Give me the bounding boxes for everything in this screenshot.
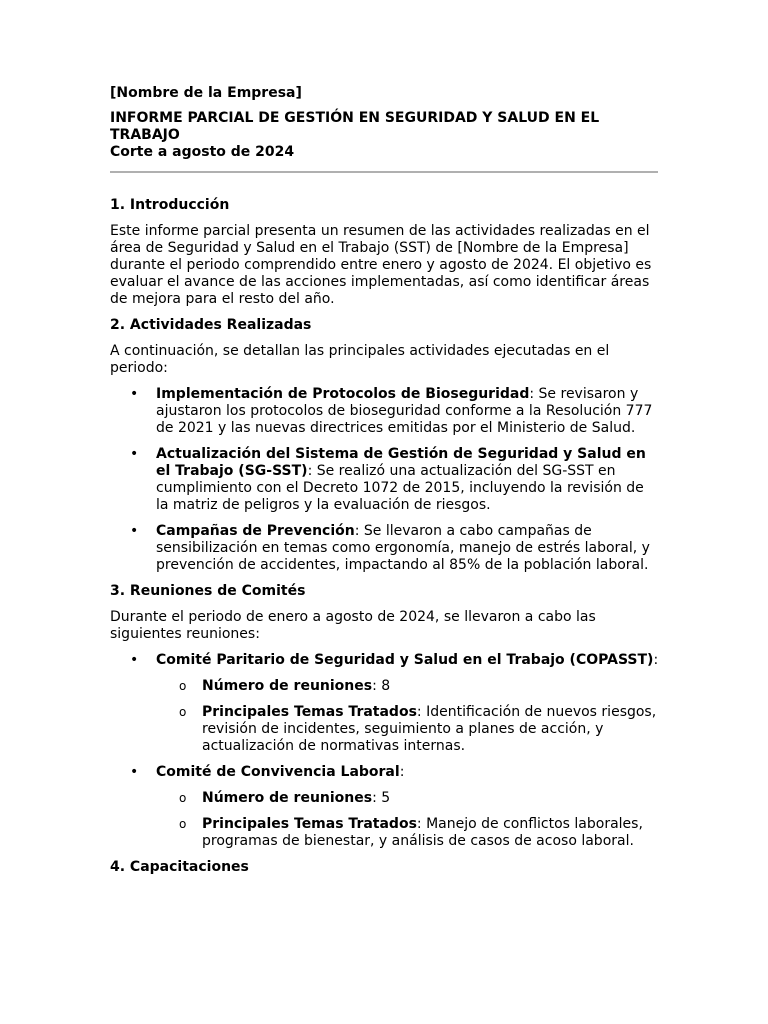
committee-suffix: : bbox=[653, 652, 659, 668]
list-item bbox=[156, 704, 660, 755]
detail-label: Principales Temas Tratados bbox=[202, 816, 417, 832]
bullet-icon: • bbox=[130, 386, 139, 402]
header-divider bbox=[110, 171, 658, 173]
list-item bbox=[110, 523, 660, 574]
bullet-icon: • bbox=[130, 652, 139, 668]
detail-label: Número de reuniones bbox=[202, 790, 373, 806]
bullet-icon: • bbox=[130, 764, 139, 780]
committee-suffix: : bbox=[399, 764, 405, 780]
list-item-title: Implementación de Protocolos de Bioseguridad bbox=[156, 386, 530, 402]
report-subtitle: Corte a agosto de 2024 bbox=[110, 144, 295, 160]
list-item-title: Actualización del Sistema de Gestión de Seguridad y Salud en el Trabajo (SG-SST) bbox=[156, 446, 646, 479]
detail-text: : Manejo de conflictos laborales, programas de bienestar, y análisis de casos de acoso laboral. bbox=[202, 816, 643, 849]
intro-paragraph: Este informe parcial presenta un resumen de las actividades realizadas en el área de Seguridad y Salud en el Trabajo (SST) de [Nombre de la Empresa] durante el periodo comprendido entre enero y agosto de 2024. El objetivo es evaluar el avance de las acciones implementadas, así como identificar áreas de mejora para el resto del año. bbox=[110, 223, 652, 307]
committee-details bbox=[156, 790, 660, 850]
list-item bbox=[156, 816, 660, 850]
committees-list bbox=[110, 652, 660, 850]
detail-text: : 5 bbox=[372, 790, 391, 806]
report-title: INFORME PARCIAL DE GESTIÓN EN SEGURIDAD Y SALUD EN EL TRABAJO bbox=[110, 110, 600, 143]
committee-details bbox=[156, 678, 660, 755]
list-item bbox=[110, 764, 660, 850]
list-item-text: : Se revisaron y ajustaron los protocolos de bioseguridad conforme a la Resolución 777 de 2021 y las nuevas directrices emitidas por el Ministerio de Salud. bbox=[156, 386, 653, 436]
section-heading-capacitaciones: 4. Capacitaciones bbox=[110, 859, 249, 875]
detail-text: : 8 bbox=[372, 678, 391, 694]
committees-paragraph: Durante el periodo de enero a agosto de 2024, se llevaron a cabo las siguientes reuniones: bbox=[110, 609, 596, 642]
list-item-text: : Se llevaron a cabo campañas de sensibilización en temas como ergonomía, manejo de estrés laboral, y prevención de accidentes, impactando al 85% de la población laboral. bbox=[156, 523, 650, 573]
detail-text: : Identificación de nuevos riesgos, revisión de incidentes, seguimiento a planes de acción, y actualización de normativas internas. bbox=[202, 704, 657, 754]
section-heading-introduccion: 1. Introducción bbox=[110, 197, 230, 213]
circle-bullet-icon: o bbox=[179, 817, 187, 831]
list-item bbox=[110, 446, 660, 514]
circle-bullet-icon: o bbox=[179, 679, 187, 693]
activities-paragraph: A continuación, se detallan las principales actividades ejecutadas en el periodo: bbox=[110, 343, 610, 376]
list-item bbox=[110, 386, 660, 437]
list-item bbox=[110, 652, 660, 755]
document-page bbox=[110, 85, 660, 885]
list-item-title: Campañas de Prevención bbox=[156, 523, 355, 539]
detail-label: Principales Temas Tratados bbox=[202, 704, 417, 720]
section-heading-comites: 3. Reuniones de Comités bbox=[110, 583, 306, 599]
detail-label: Número de reuniones bbox=[202, 678, 373, 694]
company-name: [Nombre de la Empresa] bbox=[110, 85, 302, 101]
list-item-text: : Se realizó una actualización del SG-SST en cumplimiento con el Decreto 1072 de 2015, incluyendo la revisión de la matriz de peligros y la evaluación de riesgos. bbox=[156, 463, 644, 513]
committee-title: Comité Paritario de Seguridad y Salud en el Trabajo (COPASST) bbox=[156, 652, 654, 668]
circle-bullet-icon: o bbox=[179, 705, 187, 719]
list-item bbox=[156, 678, 660, 695]
activities-list bbox=[110, 386, 660, 574]
section-heading-actividades: 2. Actividades Realizadas bbox=[110, 317, 312, 333]
list-item bbox=[156, 790, 660, 807]
circle-bullet-icon: o bbox=[179, 791, 187, 805]
bullet-icon: • bbox=[130, 523, 139, 539]
bullet-icon: • bbox=[130, 446, 139, 462]
committee-title: Comité de Convivencia Laboral bbox=[156, 764, 400, 780]
